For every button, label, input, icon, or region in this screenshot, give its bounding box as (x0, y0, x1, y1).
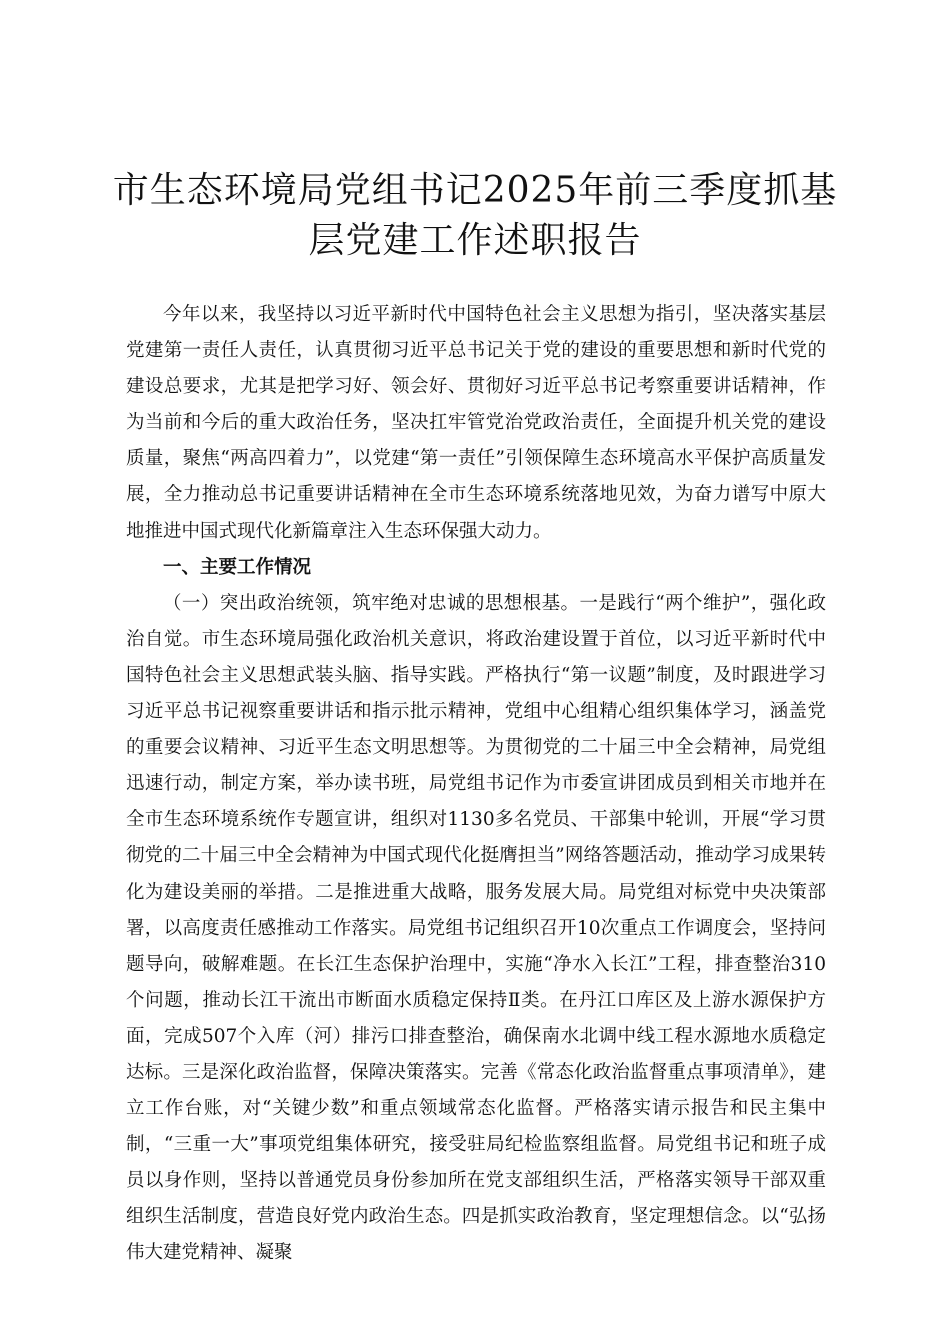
document-body (126, 297, 826, 1272)
document-title (110, 166, 840, 266)
section-paragraph-political-leadership: （一）突出政治统领，筑牢绝对忠诚的思想根基。一是践行“两个维护”，强化政治自觉。市生态环境局强化政治机关意识，将政治建设置于首位，以习近平新时代中国特色社会主义思想武装头脑、指导实践。严格执行“第一议题”制度，及时跟进学习习近平总书记视察重要讲话和指示批示精神，党组中心组精心组织集体学习，涵盖党的重要会议精神、习近平生态文明思想等。为贯彻党的二十届三中全会精神，局党组迅速行动，制定方案，举办读书班，局党组书记作为市委宣讲团成员到相关市地并在全市生态环境系统作专题宣讲，组织对1130多名党员、干部集中轮训，开展“学习贯彻党的二十届三中全会精神为中国式现代化挺膺担当”网络答题活动，推动学习成果转化为建设美丽的举措。二是推进重大战略，服务发展大局。局党组对标党中央决策部署，以高度责任感推动工作落实。局党组书记组织召开10次重点工作调度会，坚持问题导向，破解难题。在长江生态保护治理中，实施“净水入长江”工程，排查整治310个问题，推动长江干流出市断面水质稳定保持Ⅱ类。在丹江口库区及上游水源保护方面，完成507个入库（河）排污口排查整治，确保南水北调中线工程水源地水质稳定达标。三是深化政治监督，保障决策落实。完善《常态化政治监督重点事项清单》，建立工作台账，对“关键少数”和重点领域常态化监督。严格落实请示报告和民主集中制，“三重一大”事项党组集体研究，接受驻局纪检监察组监督。局党组书记和班子成员以身作则，坚持以普通党员身份参加所在党支部组织生活，严格落实领导干部双重组织生活制度，营造良好党内政治生态。四是抓实政治教育，坚定理想信念。以“弘扬伟大建党精神、凝聚 (126, 592, 826, 1264)
title-line-2: 层党建工作述职报告 (308, 220, 642, 261)
section-heading-main-work: 一、主要工作情况 (163, 556, 312, 578)
intro-paragraph: 今年以来，我坚持以习近平新时代中国特色社会主义思想为指引，坚决落实基层党建第一责任人责任，认真贯彻习近平总书记关于党的建设的重要思想和新时代党的建设总要求，尤其是把学习好、领会好、贯彻好习近平总书记考察重要讲话精神，作为当前和今后的重大政治任务，坚决扛牢管党治党政治责任，全面提升机关党的建设质量，聚焦“两高四着力”，以党建“第一责任”引领保障生态环境高水平保护高质量发展，全力推动总书记重要讲话精神在全市生态环境系统落地见效，为奋力谱写中原大地推进中国式现代化新篇章注入生态环保强大动力。 (126, 304, 826, 542)
title-line-1: 市生态环境局党组书记2025年前三季度抓基 (112, 170, 838, 211)
